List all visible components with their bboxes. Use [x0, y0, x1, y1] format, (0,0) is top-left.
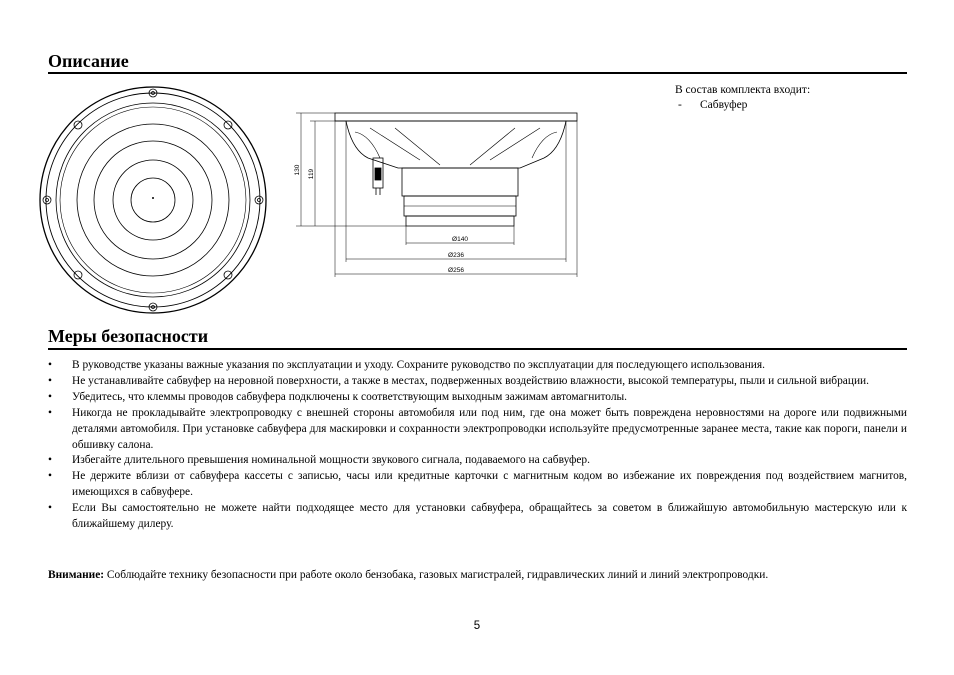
bullet-icon: •	[48, 470, 52, 483]
warning-label: Внимание:	[48, 569, 105, 581]
warning-paragraph	[48, 567, 907, 583]
dimension-lines	[296, 113, 577, 277]
section-title-description: Описание	[48, 51, 129, 71]
list-item	[48, 390, 907, 406]
bullet-icon: •	[48, 390, 52, 403]
dimension-140-label: Ø140	[452, 236, 468, 243]
list-item-text: Избегайте длительного превышения номинальной мощности звукового сигнала, подаваемого на сабвуфер.	[72, 454, 590, 467]
list-item-text: Не устанавливайте сабвуфер на неровной поверхности, а также в местах, подверженных воздействию влажности, высокой температуры, пыли и сильной вибрации.	[72, 374, 869, 387]
list-item-text: В руководстве указаны важные указания по эксплуатации и уходу. Сохраните руководство по эксплуатации для последующего использования.	[72, 359, 765, 371]
list-item-text: Не держите вблизи от сабвуфера кассеты с записью, часы или кредитные карточки с магнитным кодом во избежание их повреждения под воздействием магнитов, имеющихся в сабвуфере.	[72, 470, 907, 499]
kit-contents	[675, 83, 810, 113]
bullet-icon: •	[48, 454, 52, 467]
dimension-130-label: 130	[294, 164, 301, 176]
list-item-text: Никогда не прокладывайте электропроводку с внешней стороны автомобиля или под ним, где она может быть повреждена неровностями на дороге или подвижными деталями автомобиля. При установке сабвуфера для маскировки и сохранности электропроводки используйте предусмотренные заранее места, такие как пороги, панели и обшивку салона.	[72, 406, 907, 451]
kit-item-label: Сабвуфер	[700, 99, 748, 111]
list-item-text: Убедитесь, что клеммы проводов сабвуфера подключены к соответствующим выходным зажимам автомагнитолы.	[72, 390, 627, 403]
dimension-256-label: Ø256	[448, 267, 464, 274]
dimension-119-label: 119	[308, 168, 315, 180]
section-title-safety: Меры безопасности	[48, 326, 209, 346]
list-item	[48, 501, 907, 533]
list-item	[48, 469, 907, 501]
list-item-text: Если Вы самостоятельно не можете найти подходящее место для установки сабвуфера, обращайтесь за советом в ближайшую автомобильную мастерскую или к ближайшему дилеру.	[72, 502, 907, 531]
bullet-icon: •	[48, 502, 52, 515]
bullet-icon: •	[48, 359, 52, 371]
bullet-icon: •	[48, 406, 52, 419]
list-item	[48, 406, 907, 454]
list-item	[48, 453, 907, 469]
front-view	[40, 87, 266, 313]
list-item	[48, 374, 907, 390]
kit-item-dash: -	[678, 99, 682, 111]
kit-item	[675, 98, 810, 113]
safety-list	[48, 358, 907, 533]
section-divider	[48, 348, 907, 350]
page-number: 5	[473, 620, 481, 632]
list-item	[48, 358, 907, 374]
kit-intro: В состав комплекта входит:	[675, 84, 811, 96]
warning-text: Соблюдайте технику безопасности при работе около бензобака, газовых магистралей, гидравлических линий и линий электропроводки.	[104, 569, 769, 581]
bullet-icon: •	[48, 374, 52, 387]
dimension-236-label: Ø236	[448, 252, 464, 259]
side-view	[335, 113, 577, 226]
subwoofer-drawing	[0, 0, 954, 320]
